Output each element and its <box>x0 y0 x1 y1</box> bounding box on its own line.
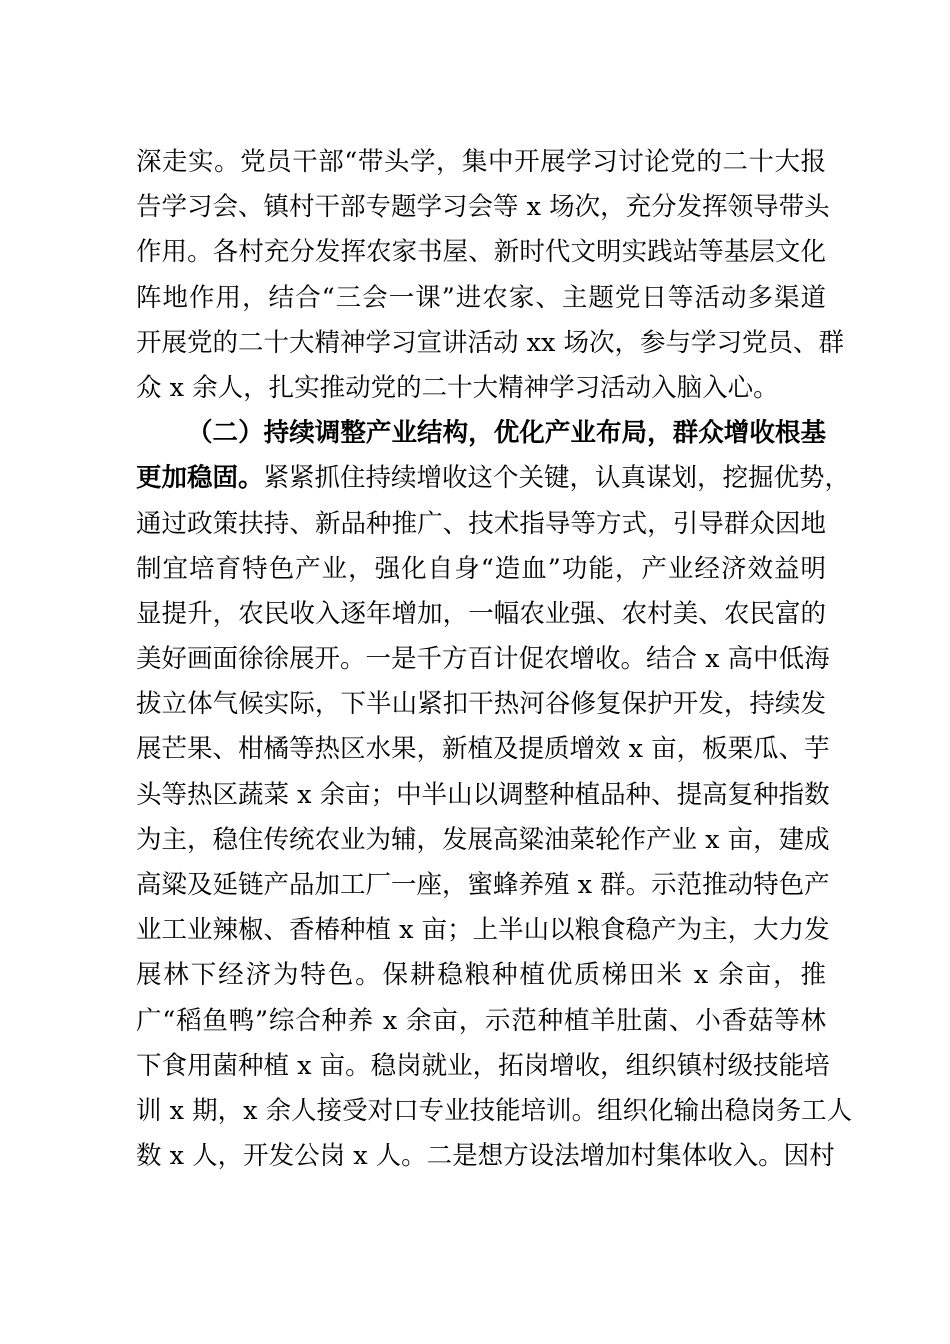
text-line: 数 x 人，开发公岗 x 人。二是想方设法增加村集体收入。因村 <box>136 1141 835 1172</box>
text-line: 下食用菌种植 x 亩。稳岗就业，拓岗增收，组织镇村级技能培 <box>136 1050 830 1081</box>
text-line: 阵地作用，结合“三会一课”进农家、主题党日等活动多渠道 <box>136 282 826 313</box>
text-line: 展林下经济为特色。保耕稳粮种植优质梯田米 x 余亩，推 <box>136 960 826 991</box>
text-line: 拔立体气候实际，下半山紧扣干热河谷修复保护开发，持续发 <box>136 689 826 720</box>
text-line: 美好画面徐徐展开。一是千方百计促农增收。结合 x 高中低海 <box>136 644 830 675</box>
text-line: 高粱及延链产品加工厂一座，蜜蜂养殖 x 群。示范推动特色产 <box>136 870 830 900</box>
text-line: 作用。各村充分发挥农家书屋、新时代文明实践站等基层文化 <box>136 237 826 268</box>
text-line: 通过政策扶持、新品种推广、技术指导等方式，引导群众因地 <box>136 508 826 539</box>
section-heading-end: 更加稳固。 <box>136 463 264 494</box>
text-line: 为主，稳住传统农业为辅，发展高粱油菜轮作产业 x 亩，建成 <box>136 824 830 855</box>
text-line: 开展党的二十大精神学习宣讲活动 xx 场次，参与学习党员、群 <box>136 327 844 358</box>
text-line: 显提升，农民收入逐年增加，一幅农业强、农村美、农民富的 <box>136 598 826 629</box>
text-line: 广“稻鱼鸭”综合种养 x 余亩，示范种植羊肚菌、小香菇等林 <box>136 1005 826 1036</box>
text-line: 业工业辣椒、香椿种植 x 亩；上半山以粮食稳产为主，大力发 <box>136 915 830 946</box>
text-line: 展芒果、柑橘等热区水果，新植及提质增效 x 亩，板栗瓜、芋 <box>136 734 830 765</box>
body-text <box>136 140 853 1179</box>
text-line: 制宜培育特色产业，强化自身“造血”功能，产业经济效益明 <box>136 553 826 584</box>
text-run: 紧紧抓住持续增收这个关键，认真谋划，挖掘优势， <box>263 463 851 494</box>
text-line: 头等热区蔬菜 x 余亩；中半山以调整种植品种、提高复种指数 <box>136 779 830 810</box>
text-line: 众 x 余人，扎实推动党的二十大精神学习活动入脑入心。 <box>136 372 779 403</box>
text-line: 告学习会、镇村干部专题学习会等 x 场次，充分发挥领导带头 <box>136 192 830 223</box>
text-line: 训 x 期，x 余人接受对口专业技能培训。组织化输出稳岗务工人 <box>136 1095 853 1126</box>
text-line: 深走实。党员干部“带头学，集中开展学习讨论党的二十大报 <box>136 147 826 177</box>
text-line <box>136 456 851 501</box>
section-heading: （二）持续调整产业结构，优化产业布局，群众增收根基 <box>187 418 826 449</box>
